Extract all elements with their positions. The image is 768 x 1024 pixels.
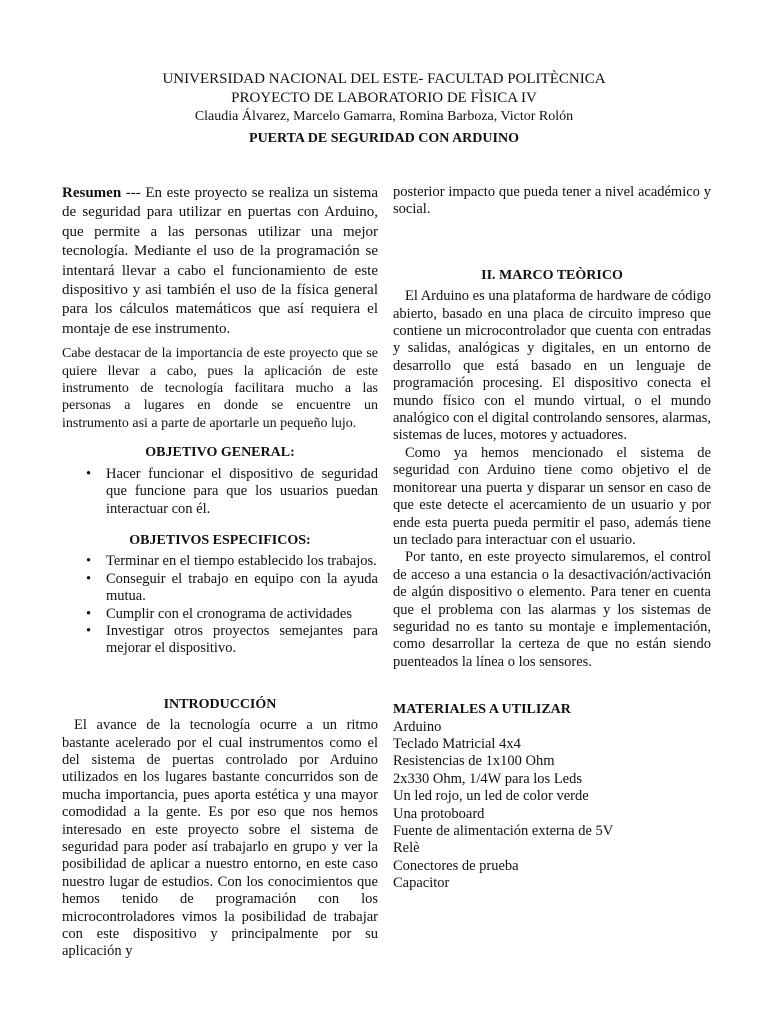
abstract-text: En este proyecto se realiza un sistema de seguridad para utilizar en puertas con Arduino, que permite a las personas utilizar una mejor tecnología. Mediante el uso de la programación se intentará llevar a cabo el funcionamiento de este dispositivo y asi también el uso de la física general para los cálculos matemáticos que así requiera el montaje de ese instrumento. [62, 185, 378, 337]
list-item: Teclado Matricial 4x4 [393, 735, 521, 752]
paper-title: PUERTA DE SEGURIDAD CON ARDUINO [249, 131, 519, 146]
bullet-icon: • [86, 605, 92, 622]
left-column [62, 184, 378, 961]
authors: Claudia Álvarez, Marcelo Gamarra, Romina Barboza, Victor Rolón [194, 109, 574, 124]
list-item: • Hacer funcionar el dispositivo de seguridad que funcione para que los usuarios puedan interactuar con él. [86, 465, 378, 517]
list-item: Arduino [393, 718, 442, 735]
marco-teorico-heading: II. MARCO TEÒRICO [481, 267, 623, 283]
materiales-list [393, 719, 711, 893]
abstract-paragraph [62, 184, 378, 339]
list-item: Fuente de alimentación externa de 5V [393, 823, 614, 839]
bullet-icon: • [86, 570, 92, 587]
list-item: 2x330 Ohm, 1/4W para los Leds [393, 770, 583, 787]
objetivo-general-list [62, 466, 378, 518]
marco-paragraph: Como ya hemos mencionado el sistema de seguridad con Arduino tiene como objetivo el de monitorear una puerta y disparar un sensor en caso de que este detecte el acercamiento de un usuario y por ende esta puerta pueda permitir el paso, además tiene un teclado para interactuar con el usuario. [393, 444, 711, 548]
objetivo-general-heading: OBJETIVO GENERAL: [145, 445, 295, 461]
abstract-label: Resumen [62, 185, 122, 201]
bullet-icon: • [86, 553, 92, 570]
introduccion-heading: INTRODUCCIÓN [163, 696, 277, 712]
list-item: • Terminar en el tiempo establecido los trabajos. [86, 553, 377, 570]
importance-paragraph: Cabe destacar de la importancia de este proyecto que se quiere llevar a cabo, pues la aplicación de este instrumento de tecnología facilitara mucho a las personas a lugares en donde se encuentre un instrumento asi a parte de aportarle un pequeño lujo. [62, 346, 378, 431]
objetivos-especificos-heading: OBJETIVOS ESPECIFICOS: [129, 532, 311, 548]
project-title: PROYECTO DE LABORATORIO DE FÌSICA IV [231, 90, 537, 106]
marco-paragraph: El Arduino es una plataforma de hardware de código abierto, basado en una placa de circuito impreso que contiene un microcontrolador que cuenta con entradas y salidas, analógicas y digitales, en un entorno de desarrollo que está basado en un lenguaje de programación procesing. El dispositivo conecta el mundo físico con el mundo virtual, o el mundo analógico con el digital controlando sensores, alarmas, sistemas de luces, motores y actuadores. [393, 288, 712, 444]
introduccion-paragraph: El avance de la tecnología ocurre a un ritmo bastante acelerado por el cual instrumentos como el del sistema de puertas controlado por Arduino utilizados en los lugares bastante concurridos son de mucha importancia, pues aporta estética y una mayor comodidad a la gente. Es por eso que nos hemos interesado en este proyecto sobre el sistema de seguridad para poder así trabajarlo en grupo y ver la posibilidad de aplicar a nuestro entorno, en este caso nuestro lugar de estudios. Con los conocimientos que hemos tenido de programación con los microcontroladores vimos la posibilidad de trabajar con este dispositivo y principalmente por su aplicación y [62, 717, 378, 960]
continuation-paragraph: posterior impacto que pueda tener a nivel académico y social. [393, 184, 711, 218]
list-item: Resistencias de 1x100 Ohm [393, 753, 555, 770]
list-item: Conectores de prueba [393, 857, 519, 874]
right-column [393, 184, 711, 893]
list-item: Un led rojo, un led de color verde [393, 788, 589, 805]
bullet-icon: • [86, 465, 92, 482]
list-item: • Conseguir el trabajo en equipo con la ayuda mutua. [86, 570, 378, 605]
list-item: • Cumplir con el cronograma de actividades [86, 605, 353, 622]
objetivos-especificos-list [62, 553, 378, 657]
materiales-heading: MATERIALES A UTILIZAR [393, 702, 571, 718]
marco-paragraph: Por tanto, en este proyecto simularemos, el control de acceso a una estancia o la desactivación/activación de algún dispositivo o elemento. Para tener en cuenta que el problema con las alarmas y los sistemas de seguridad no es tanto su montaje e implementación, como desarrollar la certeza de que no están siendo puenteados la línea o los sensores. [393, 549, 711, 670]
document-header [0, 70, 768, 148]
abstract-dashes: --- [121, 185, 141, 201]
list-item: Capacitor [393, 875, 450, 892]
list-item: Relè [393, 840, 420, 857]
list-item: • Investigar otros proyectos semejantes para mejorar el dispositivo. [86, 622, 378, 657]
university-title: UNIVERSIDAD NACIONAL DEL ESTE- FACULTAD POLITÈCNICA [162, 71, 606, 87]
bullet-icon: • [86, 622, 92, 639]
list-item: Una protoboard [393, 805, 485, 822]
